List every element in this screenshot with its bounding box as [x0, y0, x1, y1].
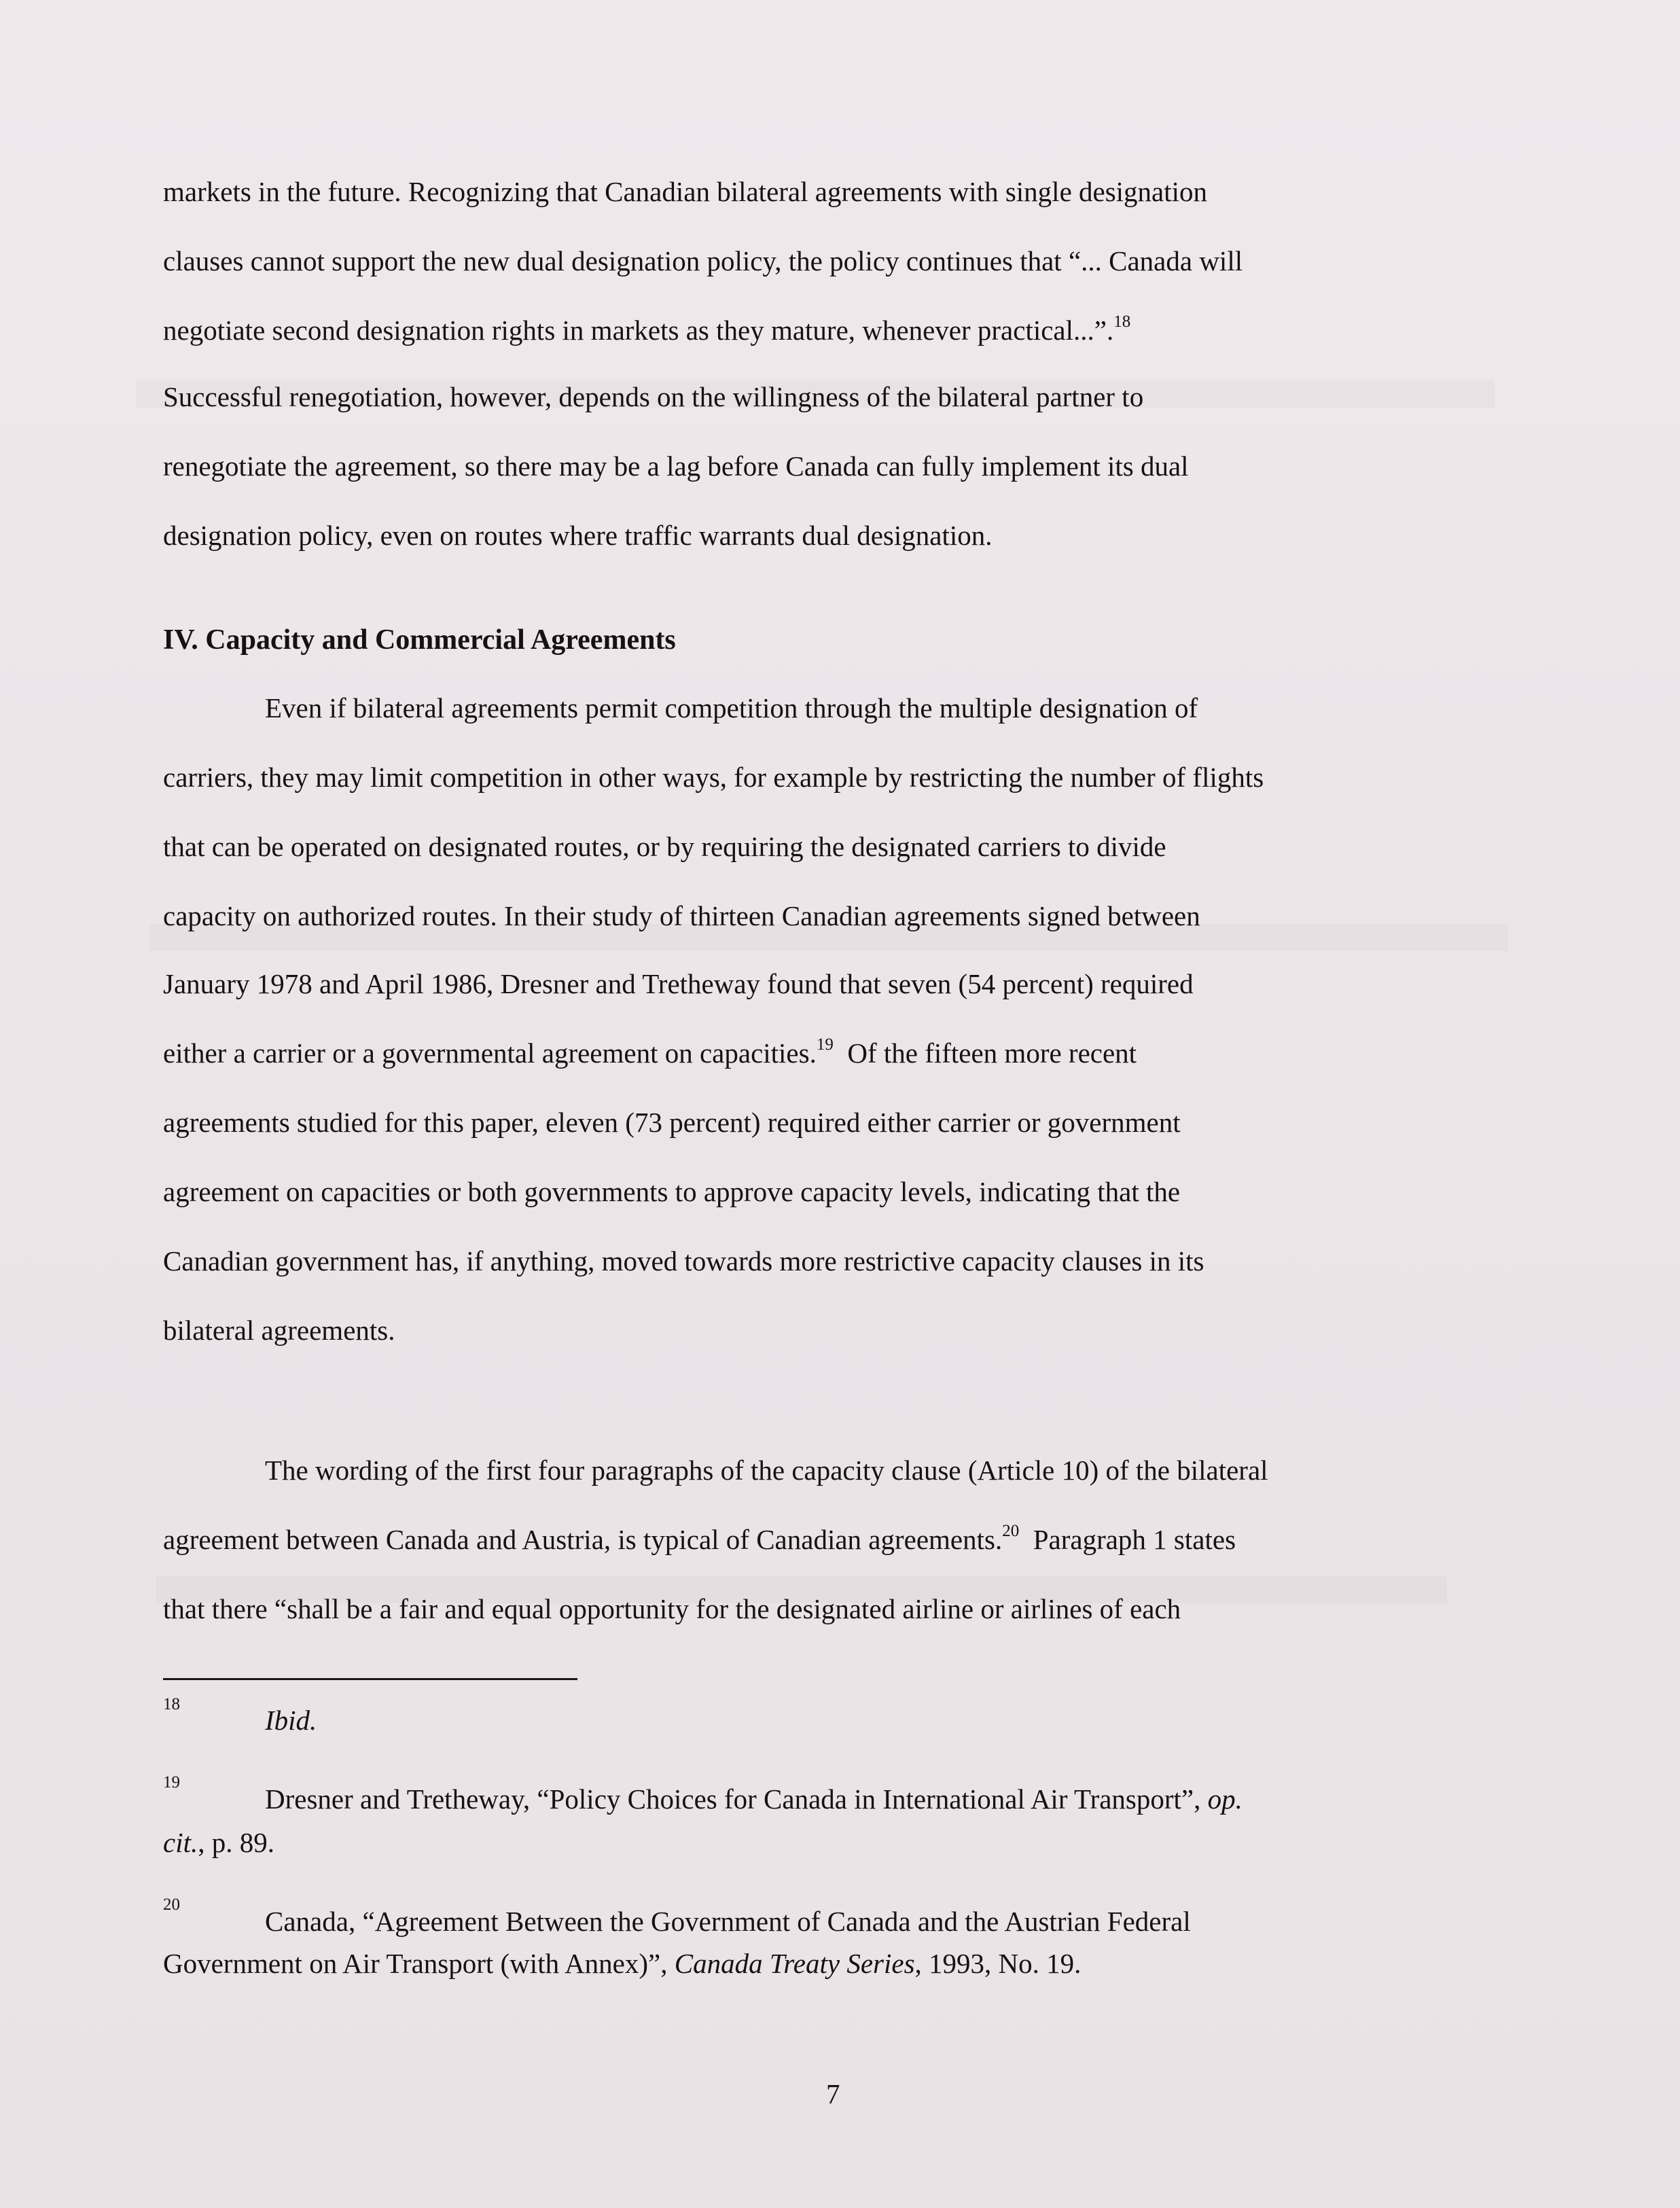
body-text: negotiate second designation rights in markets as they mature, whenever practical...”.	[163, 315, 1114, 346]
footnote-text	[163, 1947, 1081, 1980]
footnote-separator	[163, 1678, 577, 1680]
footnote-ref: 18	[1113, 313, 1131, 332]
body-line: agreement on capacities or both governments to approve capacity levels, indicating that the	[163, 1176, 1181, 1207]
footnote-text	[163, 1826, 274, 1859]
footnote-ref: 19	[816, 1035, 834, 1054]
body-line	[163, 313, 1131, 346]
body-line	[163, 1522, 1236, 1555]
body-line: renegotiate the agreement, so there may be a lag before Canada can fully implement its dual	[163, 450, 1189, 482]
body-line: designation policy, even on routes where traffic warrants dual designation.	[163, 520, 993, 551]
footnote-text-span: , 1993, No. 19.	[914, 1948, 1082, 1979]
section-heading: IV. Capacity and Commercial Agreements	[163, 624, 676, 656]
body-line: bilateral agreements.	[163, 1315, 395, 1346]
body-line: clauses cannot support the new dual designation policy, the policy continues that “... Canada will	[163, 245, 1243, 277]
body-line: January 1978 and April 1986, Dresner and Tretheway found that seven (54 percent) required	[163, 968, 1194, 999]
footnote-text	[265, 1783, 1243, 1815]
body-line: markets in the future. Recognizing that Canadian bilateral agreements with single designation	[163, 176, 1208, 207]
footnote-number: 19	[163, 1773, 180, 1792]
footnote-text-span: , p. 89.	[198, 1827, 274, 1858]
body-line: agreements studied for this paper, eleven (73 percent) required either carrier or government	[163, 1107, 1181, 1138]
body-line: carriers, they may limit competition in other ways, for example by restricting the number of flights	[163, 762, 1264, 793]
body-line: The wording of the first four paragraphs of the capacity clause (Article 10) of the bilateral	[265, 1455, 1268, 1486]
footnote-text: Canada, “Agreement Between the Government of Canada and the Austrian Federal	[265, 1906, 1191, 1937]
footnote-text-span: Dresner and Tretheway, “Policy Choices for Canada in International Air Transport”,	[265, 1783, 1201, 1815]
footnote-number: 20	[163, 1895, 180, 1914]
footnote-italic: op.	[1207, 1783, 1243, 1815]
body-line: Canadian government has, if anything, moved towards more restrictive capacity clauses in its	[163, 1245, 1204, 1277]
body-text: Of the fifteen more recent	[847, 1037, 1137, 1069]
footnote-italic: cit.	[163, 1827, 198, 1858]
body-line: Even if bilateral agreements permit competition through the multiple designation of	[265, 692, 1198, 724]
body-text: agreement between Canada and Austria, is typical of Canadian agreements.	[163, 1524, 1003, 1555]
body-line	[163, 1035, 1137, 1069]
body-text: Paragraph 1 states	[1033, 1524, 1236, 1555]
page-number: 7	[826, 2078, 840, 2109]
body-line: capacity on authorized routes. In their study of thirteen Canadian agreements signed between	[163, 900, 1200, 931]
body-line: that can be operated on designated routes, or by requiring the designated carriers to divide	[163, 831, 1166, 862]
footnote-number: 18	[163, 1695, 180, 1713]
footnote-text: Ibid.	[265, 1705, 317, 1736]
footnote-text-span: Government on Air Transport (with Annex)”,	[163, 1948, 668, 1979]
footnote-italic: Canada Treaty Series	[674, 1948, 915, 1979]
footnote-ref: 20	[1002, 1522, 1020, 1541]
body-line: that there “shall be a fair and equal opportunity for the designated airline or airlines of each	[163, 1593, 1181, 1624]
body-text: either a carrier or a governmental agreement on capacities.	[163, 1037, 817, 1069]
body-line: Successful renegotiation, however, depends on the willingness of the bilateral partner to	[163, 381, 1144, 412]
